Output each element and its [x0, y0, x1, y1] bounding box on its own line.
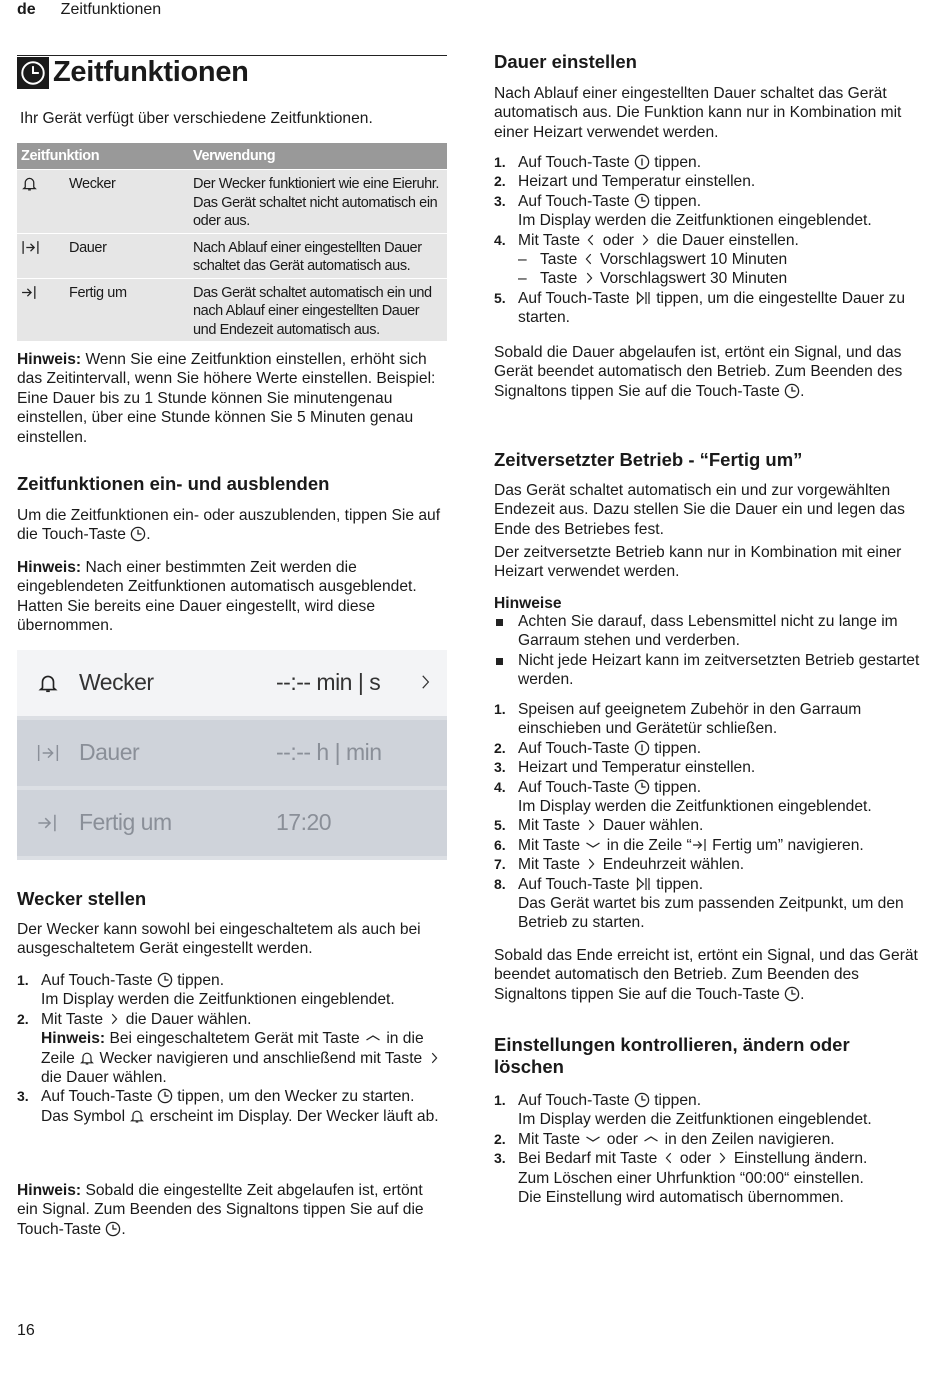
list-item: 2. Auf Touch-Taste tippen.: [494, 739, 702, 757]
note-autohide: [17, 558, 447, 636]
language-tag: de: [17, 1, 36, 18]
heading-dauer: Dauer einstellen: [494, 51, 637, 72]
note-text: Wenn Sie eine Zeitfunktion einstellen, erhöht sich das Zeitintervall, wenn Sie höhere Werte einstellen. Beispiel: Eine Dauer bis zu 1 Stunde können Sie minutengenau einstellen, über eine Stunde können Sie 5 Minuten genau einstellen.: [17, 351, 436, 446]
chevron-right-icon: [107, 1011, 121, 1027]
list-item: 3. Bei Bedarf mit Taste oder Einstellung ändern. Zum Löschen einer Uhrfunktion “00:00“ einstellen. Die Einstellung wird automatisch übernommen.: [494, 1150, 868, 1207]
fertig-text-2: Der zeitversetzte Betrieb kann nur in Kombination mit einer Heizart verwendet werden.: [494, 544, 902, 581]
display-row-fertig-um: [17, 790, 447, 856]
start-pause-icon: [634, 876, 652, 892]
note-label: Hinweis:: [17, 559, 82, 576]
display-row-label: Dauer: [79, 739, 140, 766]
page-title: [17, 57, 249, 89]
clock-icon: [130, 526, 146, 542]
heading-fertig-um: Zeitversetzter Betrieb - “Fertig um”: [494, 449, 803, 470]
heading-toggle: Zeitfunktionen ein- und ausblenden: [17, 473, 330, 494]
note-text: Nach einer bestimmten Zeit werden die eingeblendeten Zeitfunktionen automatisch ausgeblendet. Hatten Sie bereits eine Dauer eingestellt, wird diese übernommen.: [17, 559, 417, 635]
chevron-right-icon: [416, 671, 434, 693]
list-item: 8. Auf Touch-Taste tippen. Das Gerät wartet bis zum passenden Zeitpunkt, um den Betrieb zu starten.: [494, 875, 904, 932]
bell-icon: [129, 1108, 145, 1124]
display-row-dauer: [17, 720, 447, 786]
end-time-icon: [692, 837, 708, 853]
chevron-down-icon: [584, 1131, 602, 1147]
list-item: 5. Mit Taste Dauer wählen.: [494, 817, 704, 835]
fertig-text-1: Das Gerät schaltet automatisch ein und zur vorgewählten Endezeit aus. Dazu stellen Sie die Dauer ein und legen das Ende des Betriebes fest.: [494, 482, 905, 538]
table-cell-name: Dauer: [65, 233, 189, 278]
list-item: 1. Auf Touch-Taste tippen. Im Display werden die Zeitfunktionen eingeblendet.: [494, 1092, 872, 1129]
list-item: 5. Auf Touch-Taste tippen, um die eingestellte Dauer zu starten.: [494, 289, 905, 327]
duration-icon: [36, 742, 60, 764]
table-cell-usage: Der Wecker funktioniert wie eine Eieruhr. Das Gerät schaltet nicht automatisch ein oder aus.: [189, 170, 447, 234]
chevron-up-icon: [364, 1030, 382, 1046]
sub-item: – Taste Vorschlagswert 30 Minuten: [518, 269, 924, 288]
start-pause-icon: [634, 290, 652, 306]
note-label: Hinweis:: [17, 1182, 82, 1199]
chevron-up-icon: [642, 1131, 660, 1147]
list-item: 7. Mit Taste Endeuhrzeit wählen.: [494, 856, 745, 874]
display-row-value: 17:20: [276, 809, 332, 836]
clock-icon: [784, 383, 800, 399]
duration-icon: [21, 239, 40, 256]
display-row-value: --:-- min | s: [276, 669, 381, 696]
clock-icon: [634, 1092, 650, 1108]
clock-icon: [105, 1221, 121, 1237]
info-icon: [634, 154, 650, 170]
list-item: 6. Mit Taste in die Zeile “ Fertig um” navigieren.: [494, 836, 864, 854]
clock-icon: [157, 1088, 173, 1104]
dauer-intro: Nach Ablauf einer eingestellten Dauer schaltet das Gerät automatisch aus. Die Funktion kann nur in Kombination mit einer Heizart verwendet werden.: [494, 85, 902, 141]
time-functions-table: [17, 143, 447, 341]
bell-icon: [21, 175, 38, 192]
list-item: 2. Mit Taste oder in den Zeilen navigieren.: [494, 1130, 835, 1148]
list-item: 2. Mit Taste die Dauer wählen. Hinweis: Bei eingeschaltetem Gerät mit Taste in die Zeile Wecker navigieren und anschließend mit Taste die Dauer wählen.: [17, 1010, 447, 1088]
chevron-left-icon: [582, 251, 596, 267]
table-cell-usage: Das Gerät schaltet automatisch ein und nach Ablauf einer eingestellten Dauer und Endezeit automatisch aus.: [189, 278, 447, 341]
table-row: [17, 170, 447, 234]
chevron-down-icon: [584, 837, 602, 853]
list-item: Achten Sie darauf, dass Lebensmittel nicht zu lange im Garraum stehen und verderben.: [494, 612, 924, 651]
list-item: 3. Auf Touch-Taste tippen, um den Wecker zu starten. Das Symbol erscheint im Display. Der Wecker läuft ab.: [17, 1088, 439, 1125]
table-header-function: Zeitfunktion: [17, 143, 189, 170]
info-icon: [634, 740, 650, 756]
fertig-end-text: Sobald das Ende erreicht ist, ertönt ein Signal, und das Gerät beendet automatisch den Betrieb. Zum Beenden des Signaltons tippen Sie auf die Touch-Taste .: [494, 947, 918, 1003]
toggle-text-a: Um die Zeitfunktionen ein- oder auszublenden, tippen Sie auf die Touch-Taste: [17, 507, 441, 544]
note-interval: [17, 350, 447, 447]
list-item: 3. Heizart und Temperatur einstellen.: [494, 759, 756, 777]
heading-wecker: Wecker stellen: [17, 888, 147, 909]
header-section: Zeitfunktionen: [60, 1, 162, 18]
chevron-left-icon: [584, 232, 598, 248]
chevron-right-icon: [582, 270, 596, 286]
clock-icon: [634, 779, 650, 795]
chevron-left-icon: [662, 1150, 676, 1166]
toggle-text: [17, 506, 447, 545]
running-header: [17, 0, 161, 19]
note-text: Sobald die eingestellte Zeit abgelaufen ist, ertönt ein Signal. Zum Beenden des Signaltons tippen Sie auf die Touch-Taste: [17, 1182, 424, 1238]
display-row-label: Wecker: [79, 669, 154, 696]
list-item: Nicht jede Heizart kann im zeitversetzten Betrieb gestartet werden.: [494, 651, 924, 690]
list-item: 1. Auf Touch-Taste tippen.: [494, 154, 702, 171]
dauer-end-text: Sobald die Dauer abgelaufen ist, ertönt ein Signal, und das Gerät beendet automatisch den Betrieb. Zum Beenden des Signaltons tippen Sie auf die Touch-Taste .: [494, 344, 903, 400]
table-cell-name: Fertig um: [65, 278, 189, 341]
hinweise-title: Hinweise: [494, 595, 562, 612]
hinweise-list: [494, 612, 924, 690]
list-item: 1. Speisen auf geeignetem Zubehör in den Garraum einschieben und Gerätetür schließen.: [494, 701, 862, 738]
table-header-usage: Verwendung: [189, 143, 447, 170]
table-row: [17, 278, 447, 341]
table-cell-name: Wecker: [65, 170, 189, 234]
list-item: 4. Auf Touch-Taste tippen. Im Display werden die Zeitfunktionen eingeblendet.: [494, 778, 872, 816]
table-cell-usage: Nach Ablauf einer eingestellten Dauer schaltet das Gerät automatisch aus.: [189, 233, 447, 278]
list-item: 2. Heizart und Temperatur einstellen.: [494, 173, 756, 191]
toggle-text-b: .: [146, 526, 151, 544]
clock-icon: [157, 972, 173, 988]
sub-item: – Taste Vorschlagswert 10 Minuten: [518, 250, 924, 269]
page-number: 16: [17, 1322, 35, 1339]
display-row-wecker: [17, 650, 447, 716]
dauer-steps: [494, 153, 924, 328]
bell-icon: [79, 1050, 95, 1066]
list-item: 4. Mit Taste oder die Dauer einstellen. – Taste Vorschlagswert 10 Minuten – Taste Vorschlagswert 30 Minuten: [494, 231, 924, 289]
display-illustration: [17, 650, 447, 860]
clock-icon: [17, 57, 49, 89]
end-time-icon: [21, 284, 38, 301]
intro-text: Ihr Gerät verfügt über verschiedene Zeitfunktionen.: [20, 110, 373, 127]
clock-icon: [784, 986, 800, 1002]
chevron-right-icon: [638, 232, 652, 248]
end-time-icon: [37, 812, 59, 834]
clock-icon: [634, 193, 650, 209]
bell-icon: [37, 672, 59, 694]
title-text: Zeitfunktionen: [53, 56, 249, 89]
wecker-steps: [17, 971, 447, 1126]
wecker-intro: Der Wecker kann sowohl bei eingeschaltetem als auch bei ausgeschaltetem Gerät eingestellt werden.: [17, 921, 421, 958]
kontrolle-steps: [494, 1091, 924, 1207]
chevron-right-icon: [715, 1150, 729, 1166]
note-label: Hinweis:: [17, 351, 82, 368]
fertig-steps: [494, 700, 924, 933]
heading-kontrolle: Einstellungen kontrollieren, ändern oder löschen: [494, 1034, 850, 1077]
list-item: 3. Auf Touch-Taste tippen. Im Display werden die Zeitfunktionen eingeblendet.: [494, 192, 872, 230]
chevron-right-icon: [584, 856, 598, 872]
note-signal: Hinweis: Sobald die eingestellte Zeit abgelaufen ist, ertönt ein Signal. Zum Beenden des Signaltons tippen Sie auf die Touch-Taste .: [17, 1182, 424, 1238]
list-item: 1. Auf Touch-Taste tippen. Im Display werden die Zeitfunktionen eingeblendet.: [17, 972, 395, 1009]
chevron-right-icon: [584, 817, 598, 833]
display-row-value: --:-- h | min: [276, 739, 382, 766]
table-row: [17, 233, 447, 278]
display-row-label: Fertig um: [79, 809, 172, 836]
chevron-right-icon: [427, 1050, 441, 1066]
